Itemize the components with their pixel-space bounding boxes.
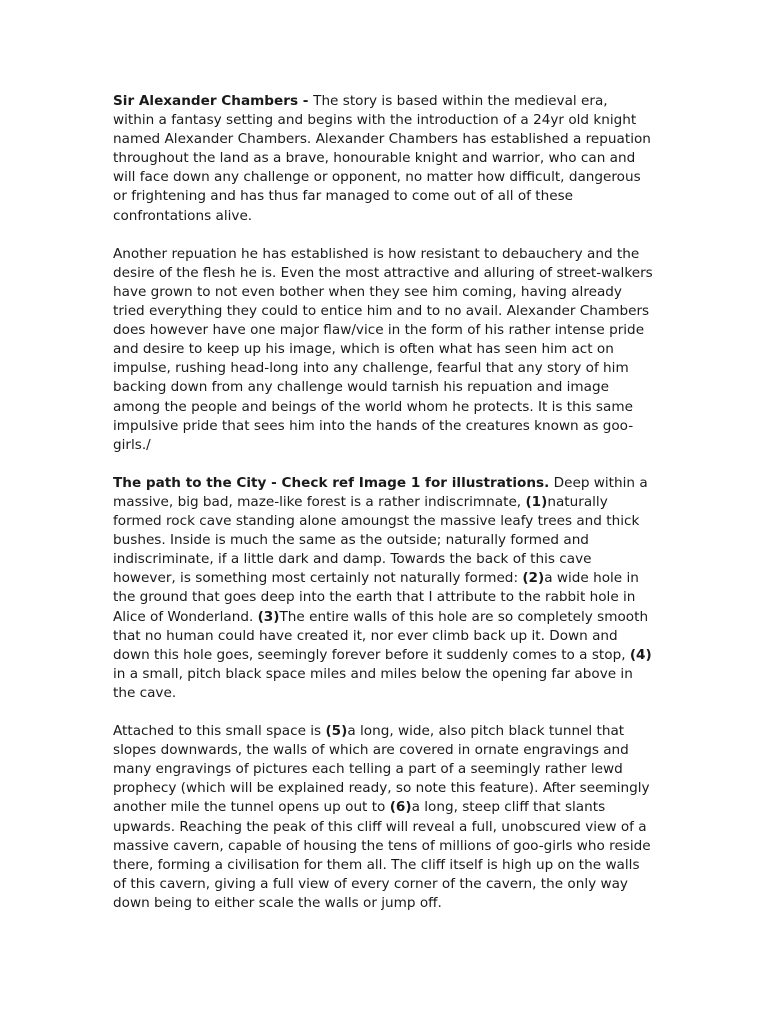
paragraph-text: Deep within a massive, big bad, maze-like forest is a rather indiscrimnate,	[113, 474, 648, 510]
paragraph-intro	[113, 92, 653, 226]
paragraph-text: a wide hole in the ground that goes deep into the earth that I attribute to the rabbit hole in Alice of Wonderland.	[113, 570, 639, 625]
paragraph-path-to-city	[113, 474, 653, 703]
marker-1: (1)	[525, 493, 548, 510]
section-heading: The path to the City - Check ref Image 1 for illustrations.	[113, 474, 550, 491]
paragraph-text: naturally formed rock cave standing alone amoungst the massive leafy trees and thick bushes. Inside is much the same as the outside; naturally formed and indiscriminate, if a little dark and damp. Towards the back of this cave however, is something most certainly not naturally formed:	[113, 493, 640, 587]
paragraph-text: The story is based within the medieval era, within a fantasy setting and begins with the introduction of a 24yr old knight named Alexander Chambers. Alexander Chambers has established a repuation throughout the land as a brave, honourable knight and warrior, who can and will face down any challenge or opponent, no matter how difficult, dangerous or frightening and has thus far managed to come out of all of these confrontations alive.	[113, 93, 651, 224]
document-page	[113, 92, 653, 932]
marker-2: (2)	[522, 570, 545, 587]
marker-6: (6)	[389, 799, 412, 816]
paragraph-text: Another repuation he has established is how resistant to debauchery and the desire of the flesh he is. Even the most attractive and alluring of street-walkers have grown to not even bother when they see him coming, having already tried everything they could to entice him and to no avail. Alexander Chambers does however have one major flaw/vice in the form of his rather intense pride and desire to keep up his image, which is often what has seen him act on impulse, rushing head-long into any challenge, fearful that any story of him backing down from any challenge would tarnish his repuation and image among the people and beings of the world whom he protects. It is this same impulsive pride that sees him into the hands of the creatures known as goo-girls./	[113, 245, 653, 453]
paragraph-tunnel	[113, 722, 653, 913]
marker-3: (3)	[257, 608, 280, 625]
marker-5: (5)	[325, 723, 348, 740]
paragraph-text: a long, wide, also pitch black tunnel that slopes downwards, the walls of which are covered in ornate engravings and many engravings of pictures each telling a part of a seemingly rather lewd prophecy (which will be explained ready, so note this feature). After seemingly another mile the tunnel opens up out to	[113, 723, 650, 816]
paragraph-text: Attached to this small space is	[113, 723, 326, 740]
paragraph-text: a long, steep cliff that slants upwards. Reaching the peak of this cliff will reveal a full, unobscured view of a massive cavern, capable of housing the tens of millions of goo-girls who reside there, forming a civilisation for them all. The cliff itself is high up on the walls of this cavern, giving a full view of every corner of the cavern, the only way down being to either scale the walls or jump off.	[113, 799, 651, 911]
paragraph-text: The entire walls of this hole are so completely smooth that no human could have created it, nor ever climb back up it. Down and down this hole goes, seemingly forever before it suddenly comes to a stop,	[113, 608, 649, 663]
paragraph-reputation	[113, 245, 653, 455]
paragraph-text: in a small, pitch black space miles and miles below the opening far above in the cave.	[113, 665, 633, 701]
character-heading: Sir Alexander Chambers -	[113, 93, 314, 109]
marker-4: (4)	[629, 646, 652, 663]
